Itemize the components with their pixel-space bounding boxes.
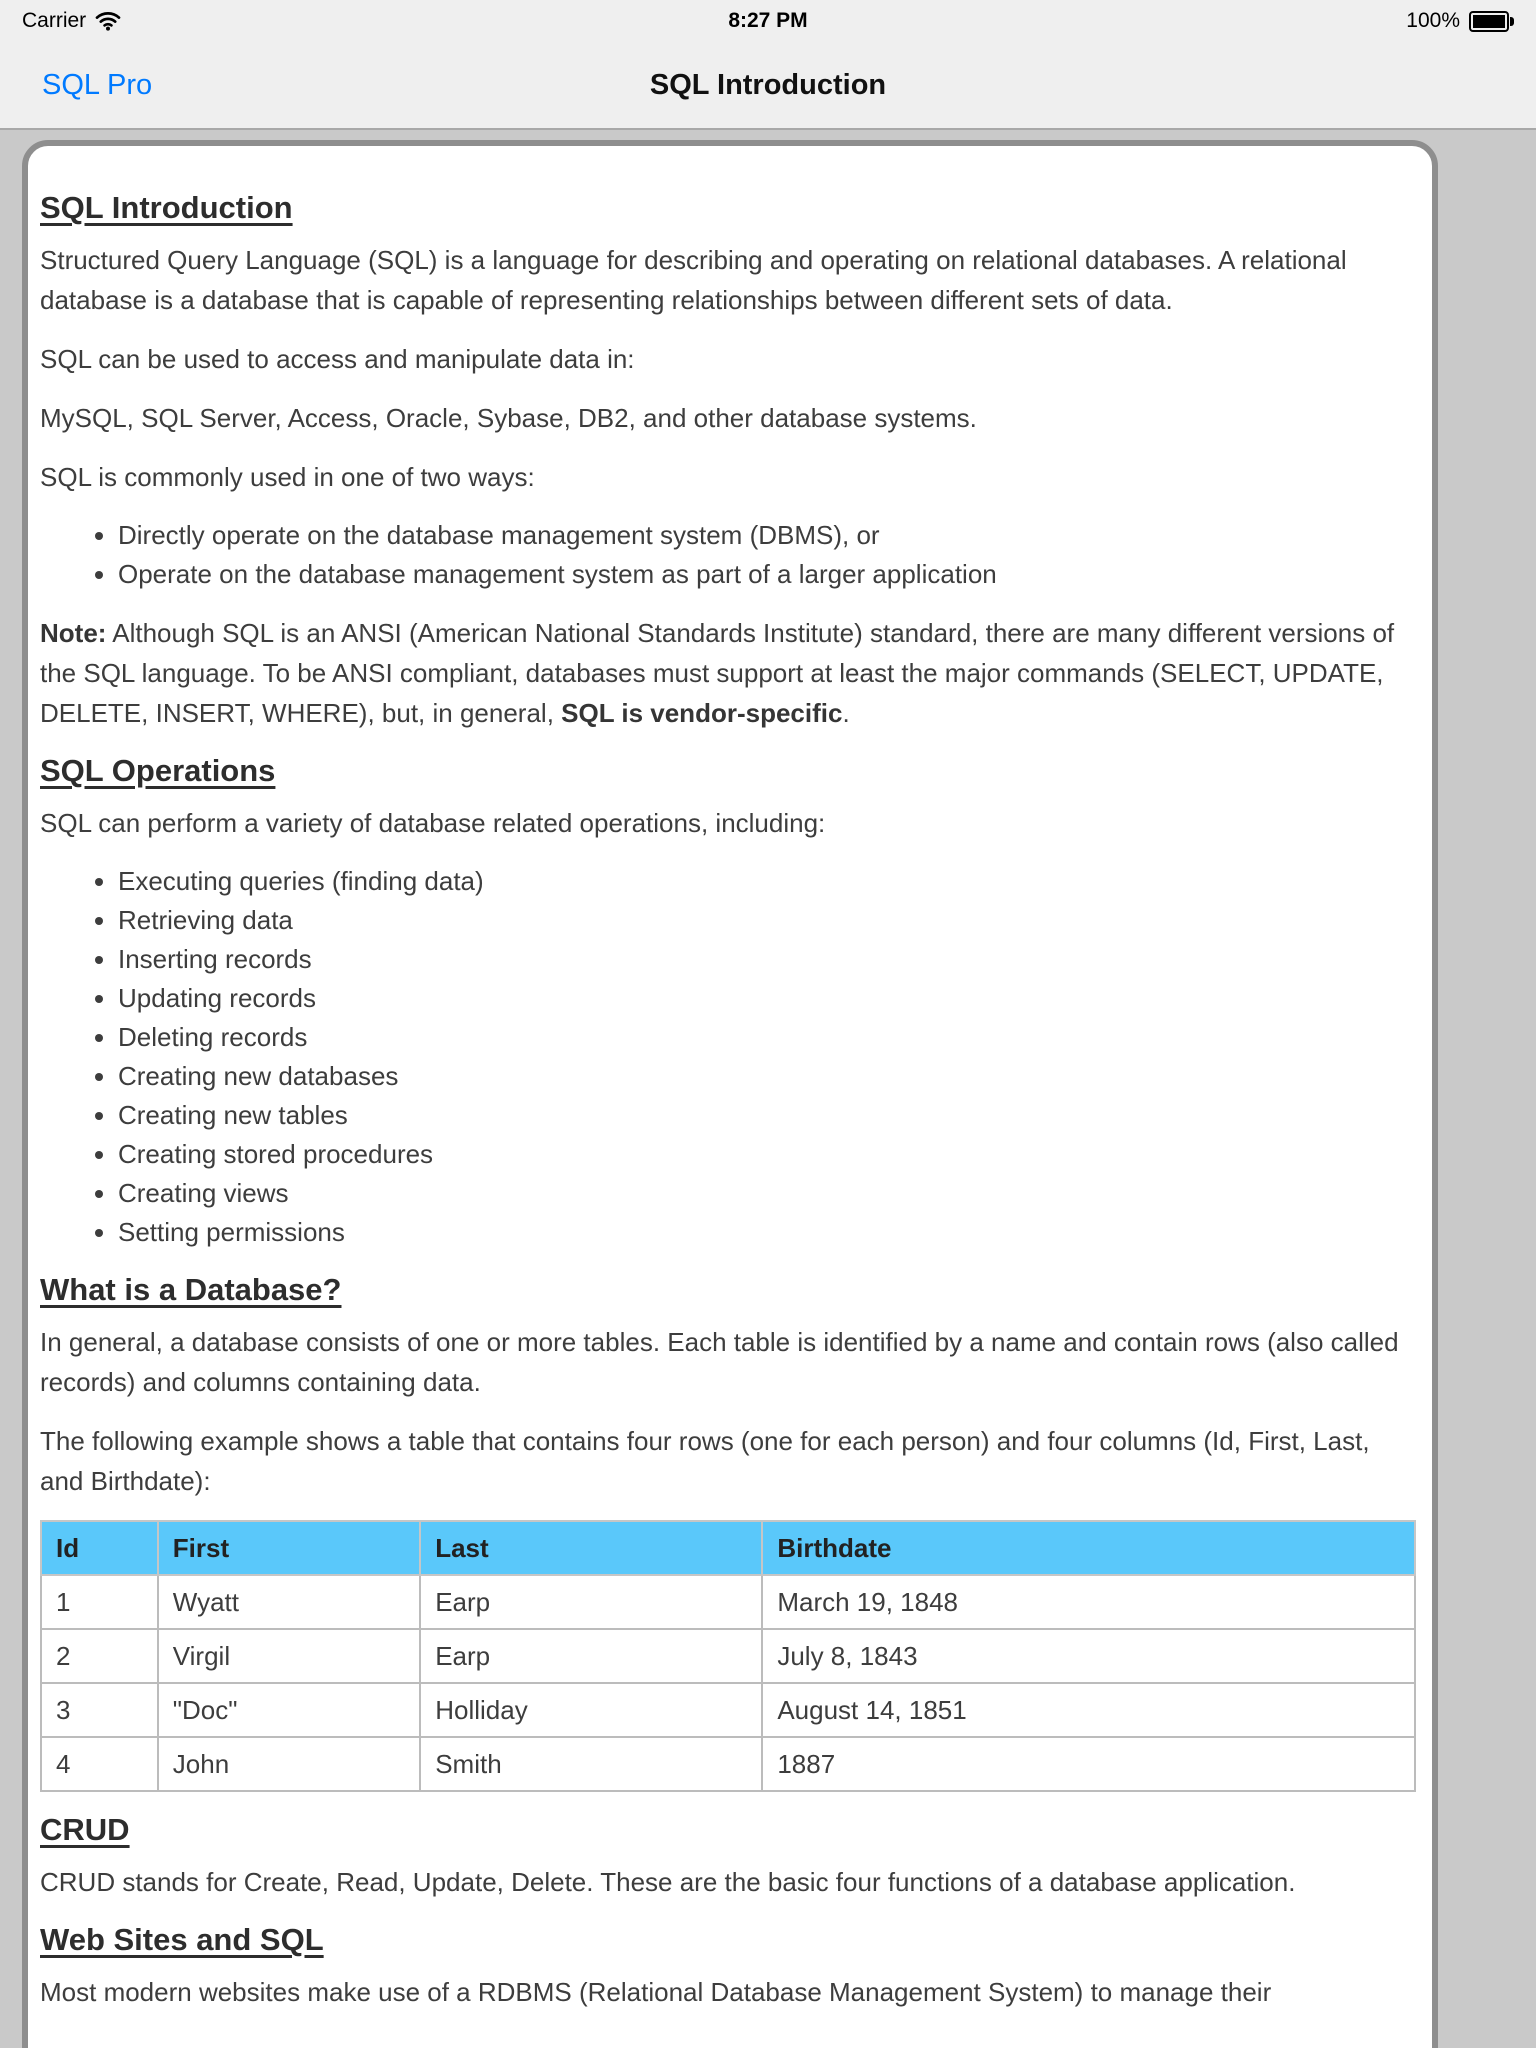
paragraph: Structured Query Language (SQL) is a language for describing and operating on relational databases. A relational database is a database that is capable of representing relationships between different sets of data. — [40, 245, 1347, 315]
section-title-crud: CRUD — [40, 1812, 130, 1847]
table-cell: 1 — [41, 1575, 158, 1629]
back-button[interactable]: SQL Pro — [42, 68, 153, 101]
table-cell: Virgil — [158, 1629, 420, 1683]
list-item: • Deleting records — [118, 1018, 1416, 1057]
table-header-cell: Id — [41, 1521, 158, 1575]
scroll-area[interactable] — [0, 130, 1536, 2048]
list-item: • Directly operate on the database management system (DBMS), or — [118, 516, 1416, 555]
table-header-cell: Last — [420, 1521, 762, 1575]
list-item: • Retrieving data — [118, 901, 1416, 940]
status-time: 8:27 PM — [728, 9, 808, 32]
navigation-bar — [0, 42, 1536, 130]
note-period: . — [842, 698, 850, 728]
table-cell: March 19, 1848 — [762, 1575, 1415, 1629]
list-item: • Setting permissions — [118, 1213, 1416, 1252]
paragraph: CRUD stands for Create, Read, Update, Delete. These are the basic four functions of a database application. — [40, 1867, 1296, 1897]
section-title-web-sites-and-sql: Web Sites and SQL — [40, 1922, 324, 1957]
list-item: • Inserting records — [118, 940, 1416, 979]
section-title-what-is-a-database: What is a Database? — [40, 1272, 342, 1307]
usage-list — [40, 516, 1416, 594]
list-item: • Creating views — [118, 1174, 1416, 1213]
table-cell: Earp — [420, 1629, 762, 1683]
paragraph: The following example shows a table that contains four rows (one for each person) and four columns (Id, First, Last, and Birthdate): — [40, 1426, 1370, 1496]
paragraph: SQL can be used to access and manipulate data in: — [40, 344, 635, 374]
list-item: • Updating records — [118, 979, 1416, 1018]
table-row — [41, 1629, 1415, 1683]
page-title: SQL Introduction — [649, 68, 887, 101]
table-cell: 4 — [41, 1737, 158, 1791]
table-cell: Wyatt — [158, 1575, 420, 1629]
paragraph: Most modern websites make use of a RDBMS (Relational Database Management System) to manage their — [40, 1977, 1272, 2007]
table-row — [41, 1683, 1415, 1737]
section-title-sql-operations: SQL Operations — [40, 753, 276, 788]
note-paragraph — [40, 613, 1416, 733]
table-cell: Holliday — [420, 1683, 762, 1737]
battery-percent-label: 100% — [1406, 9, 1460, 32]
paragraph: SQL can perform a variety of database related operations, including: — [40, 808, 826, 838]
table-header-cell: Birthdate — [762, 1521, 1415, 1575]
example-table — [40, 1520, 1416, 1792]
operations-list — [40, 862, 1416, 1252]
paragraph: In general, a database consists of one or more tables. Each table is identified by a name and contain rows (also called records) and columns containing data. — [40, 1327, 1399, 1397]
table-row — [41, 1575, 1415, 1629]
list-item: • Executing queries (finding data) — [118, 862, 1416, 901]
list-item: • Creating new databases — [118, 1057, 1416, 1096]
list-item: • Creating new tables — [118, 1096, 1416, 1135]
table-cell: Earp — [420, 1575, 762, 1629]
section-title-sql-introduction: SQL Introduction — [40, 190, 293, 225]
list-item: • Operate on the database management system as part of a larger application — [118, 555, 1416, 594]
table-header-row — [41, 1521, 1415, 1575]
paragraph: MySQL, SQL Server, Access, Oracle, Sybase, DB2, and other database systems. — [40, 403, 977, 433]
table-cell: 2 — [41, 1629, 158, 1683]
table-cell: 3 — [41, 1683, 158, 1737]
paragraph: SQL is commonly used in one of two ways: — [40, 462, 535, 492]
note-bold-phrase: SQL is vendor-specific — [561, 698, 843, 728]
document-card — [22, 140, 1438, 2048]
table-row — [41, 1737, 1415, 1791]
carrier-label: Carrier — [22, 9, 87, 32]
table-cell: Smith — [420, 1737, 762, 1791]
status-bar — [0, 0, 1536, 42]
table-header-cell: First — [158, 1521, 420, 1575]
table-cell: John — [158, 1737, 420, 1791]
table-cell: July 8, 1843 — [762, 1629, 1415, 1683]
list-item: • Creating stored procedures — [118, 1135, 1416, 1174]
note-label: Note: — [40, 618, 107, 648]
note-body: Although SQL is an ANSI (American National Standards Institute) standard, there are many different versions of the SQL language. To be ANSI compliant, databases must support at least the major commands (SELECT, UPDATE, DELETE, INSERT, WHERE), but, in general, — [40, 618, 1395, 728]
table-cell: 1887 — [762, 1737, 1415, 1791]
table-cell: August 14, 1851 — [762, 1683, 1415, 1737]
table-cell: "Doc" — [158, 1683, 420, 1737]
